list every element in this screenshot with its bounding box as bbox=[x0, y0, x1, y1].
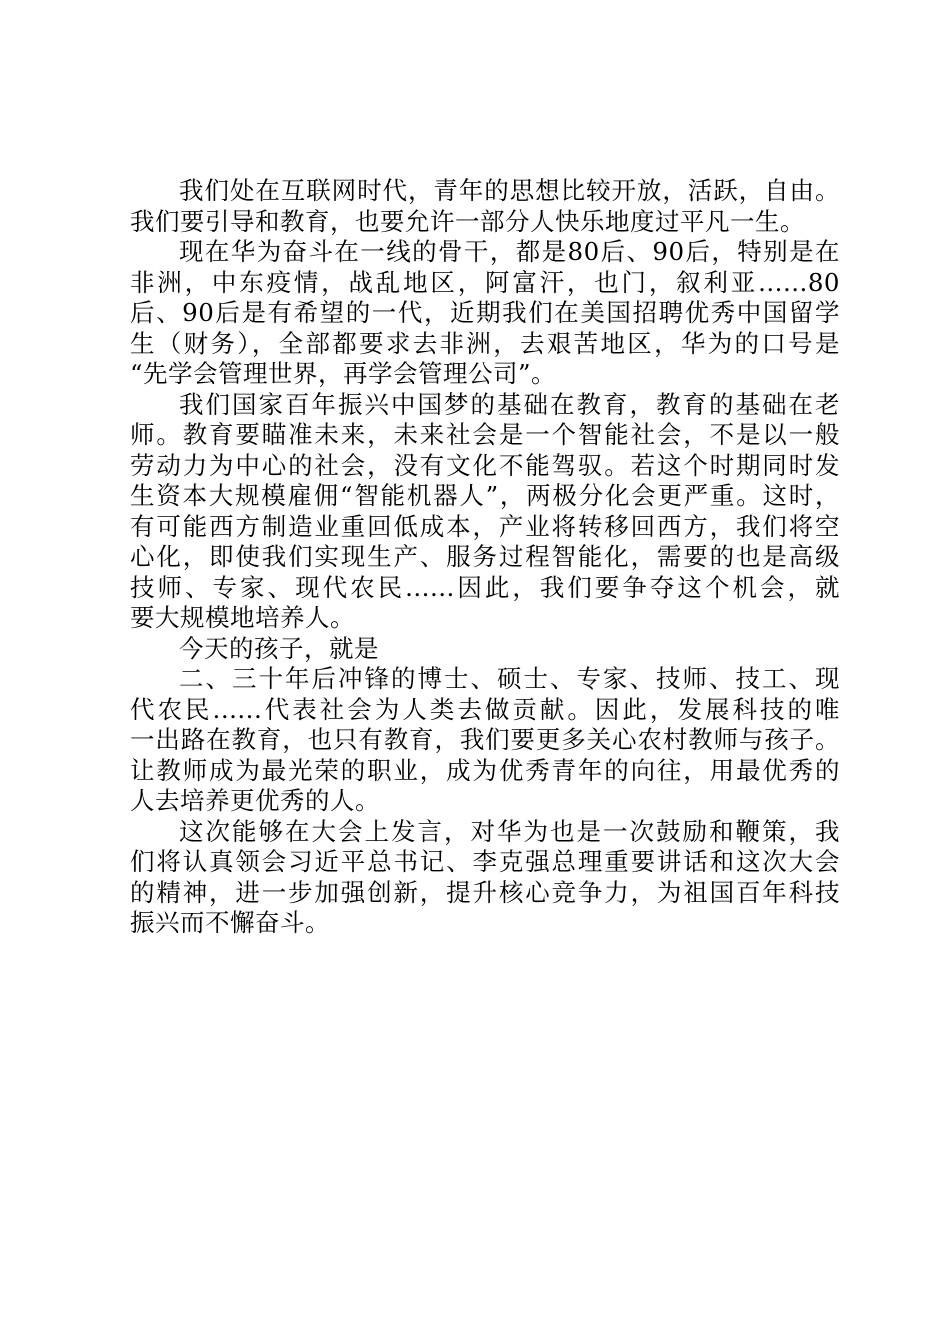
text-line: 生资本大规模雇佣“智能机器人”，两极分化会更严重。这时， bbox=[130, 481, 840, 510]
text-line: 后、90后是有希望的一代，近期我们在美国招聘优秀中国留学 bbox=[130, 298, 840, 327]
text-line: 人去培养更优秀的人。 bbox=[130, 786, 380, 815]
text-line: 一出路在教育，也只有教育，我们要更多关心农村教师与孩子。 bbox=[130, 725, 840, 754]
text-line: 这次能够在大会上发言，对华为也是一次鼓励和鞭策，我 bbox=[179, 816, 840, 846]
text-line: 心化，即使我们实现生产、服务过程智能化，需要的也是高级 bbox=[130, 542, 840, 571]
text-line: 技师、专家、现代农民......因此，我们要争夺这个机会，就 bbox=[130, 572, 840, 602]
text-line: 让教师成为最光荣的职业，成为优秀青年的向往，用最优秀的 bbox=[130, 755, 840, 785]
text-line: 我们要引导和教育，也要允许一部分人快乐地度过平凡一生。 bbox=[130, 206, 805, 236]
text-line: 师。教育要瞄准未来，未来社会是一个智能社会，不是以一般 bbox=[130, 420, 840, 449]
text-line: 现在华为奋斗在一线的骨干，都是80后、90后，特别是在 bbox=[179, 237, 840, 266]
text-line: 代农民......代表社会为人类去做贡献。因此，发展科技的唯 bbox=[130, 694, 840, 724]
text-line: 的精神，进一步加强创新，提升核心竞争力，为祖国百年科技 bbox=[130, 877, 840, 907]
text-line: 振兴而不懈奋斗。 bbox=[130, 908, 330, 937]
text-line: 非洲，中东疫情，战乱地区，阿富汗，也门，叙利亚......80 bbox=[130, 267, 840, 297]
text-line: 们将认真领会习近平总书记、李克强总理重要讲话和这次大会 bbox=[130, 847, 840, 876]
text-line: “先学会管理世界，再学会管理公司”。 bbox=[130, 359, 557, 388]
text-line: 今天的孩子，就是 bbox=[179, 633, 379, 663]
text-line: 生（财务），全部都要求去非洲，去艰苦地区，华为的口号是 bbox=[130, 328, 840, 358]
text-line: 我们国家百年振兴中国梦的基础在教育，教育的基础在老 bbox=[179, 389, 840, 419]
document-body bbox=[130, 176, 840, 939]
text-line: 我们处在互联网时代，青年的思想比较开放，活跃，自由。 bbox=[179, 176, 840, 205]
text-line: 二、三十年后冲锋的博士、硕士、专家、技师、技工、现 bbox=[179, 664, 840, 693]
text-line: 要大规模地培养人。 bbox=[130, 603, 355, 632]
text-line: 有可能西方制造业重回低成本，产业将转移回西方，我们将空 bbox=[130, 511, 840, 541]
text-line: 劳动力为中心的社会，没有文化不能驾驭。若这个时期同时发 bbox=[130, 450, 840, 480]
